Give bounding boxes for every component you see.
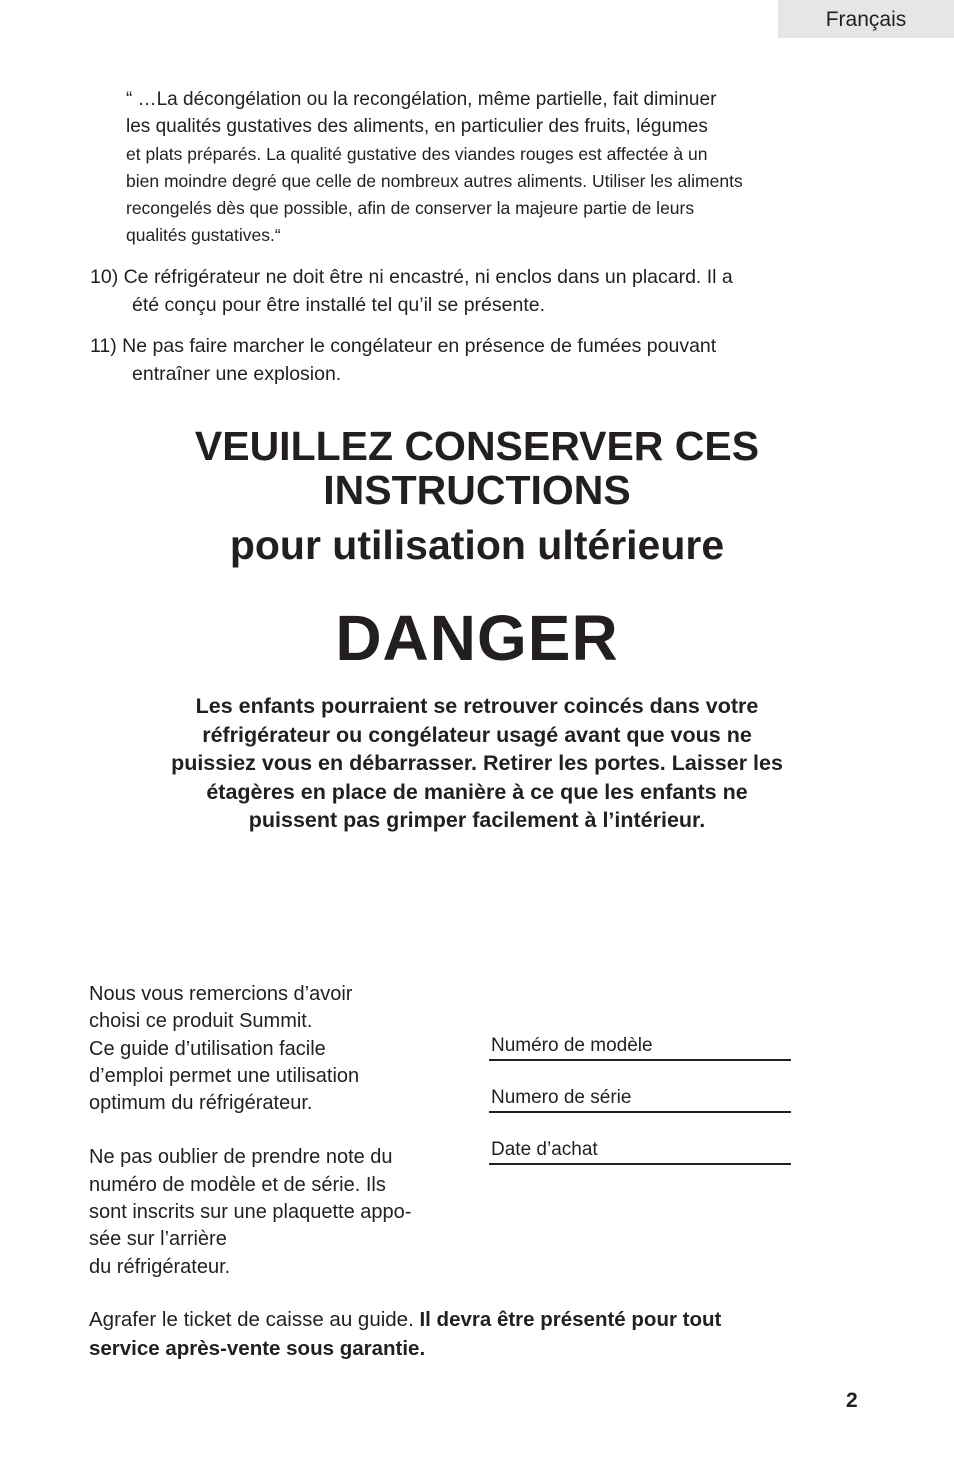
thanks-line: d’emploi permet une utilisation: [89, 1064, 360, 1087]
serial-number-label: Numero de série: [491, 1087, 632, 1108]
freezing-quote: [126, 86, 886, 250]
child-warning: [80, 692, 874, 835]
warning-line: Les enfants pourraient se retrouver coincés dans votre: [195, 694, 759, 718]
receipt-note-text: Agrafer le ticket de caisse au guide.: [89, 1308, 420, 1331]
warning-line: réfrigérateur ou congélateur usagé avant que vous ne: [202, 722, 752, 747]
quote-line: qualités gustatives.“: [126, 225, 281, 246]
heading-line: VEUILLEZ CONSERVER CES: [194, 423, 760, 469]
thanks-line: Ce guide d’utilisation facile: [89, 1037, 326, 1060]
note-line: Ne pas oublier de prendre note du: [89, 1146, 393, 1169]
purchase-date-field[interactable]: [489, 1137, 791, 1165]
receipt-note-bold: Il devra être présenté pour tout: [419, 1308, 722, 1331]
item-text: 11) Ne pas faire marcher le congélateur en présence de fumées pouvant: [90, 335, 717, 357]
item-continuation: été conçu pour être installé tel qu’il se présente.: [132, 294, 545, 316]
item-continuation: entraîner une explosion.: [132, 363, 342, 385]
thanks-line: optimum du réfrigérateur.: [89, 1092, 313, 1115]
thanks-line: choisi ce produit Summit.: [89, 1010, 313, 1033]
quote-line: recongelés dès que possible, afin de conserver la majeure partie de leurs: [126, 198, 695, 219]
serial-number-field[interactable]: [489, 1085, 791, 1113]
receipt-note-bold: service après-vente sous garantie.: [89, 1336, 426, 1360]
thank-you-text: [89, 981, 459, 1308]
item-text: 10) Ce réfrigérateur ne doit être ni encastré, ni enclos dans un placard. Il a: [90, 266, 733, 288]
note-line: numéro de modèle et de série. Ils: [89, 1173, 386, 1196]
heading-line: INSTRUCTIONS: [323, 467, 631, 513]
model-note-paragraph: [89, 1144, 459, 1280]
page-number: 2: [846, 1389, 858, 1412]
note-line: sée sur l’arrière: [89, 1228, 227, 1251]
future-use-heading: pour utilisation ultérieure: [229, 522, 725, 568]
instruction-item-10: [90, 263, 870, 319]
quote-line: les qualités gustatives des aliments, en particulier des fruits, légumes: [126, 116, 708, 138]
danger-heading: DANGER: [335, 602, 619, 674]
receipt-note: [89, 1306, 879, 1363]
note-line: du réfrigérateur.: [89, 1255, 231, 1278]
quote-line: “ …La décongélation ou la recongélation, même partielle, fait diminuer: [126, 89, 717, 110]
note-line: sont inscrits sur une plaquette appo-: [89, 1201, 412, 1224]
keep-instructions-heading: [0, 424, 954, 512]
thanks-paragraph: [89, 981, 459, 1117]
quote-line: et plats préparés. La qualité gustative des viandes rouges est affectée à un: [126, 143, 708, 164]
warning-line: puissent pas grimper facilement à l’intérieur.: [248, 808, 706, 832]
purchase-date-label: Date d’achat: [491, 1139, 598, 1160]
warning-line: puissiez vous en débarrasser. Retirer les portes. Laisser les: [171, 751, 783, 775]
warning-line: étagères en place de manière à ce que les enfants ne: [206, 779, 748, 804]
instruction-item-11: [90, 332, 870, 388]
model-number-field[interactable]: [489, 1033, 791, 1061]
model-number-label: Numéro de modèle: [491, 1035, 653, 1056]
language-tab: Français: [778, 0, 954, 38]
quote-line: bien moindre degré que celle de nombreux autres aliments. Utiliser les aliments: [126, 170, 743, 191]
thanks-line: Nous vous remercions d’avoir: [89, 983, 353, 1005]
